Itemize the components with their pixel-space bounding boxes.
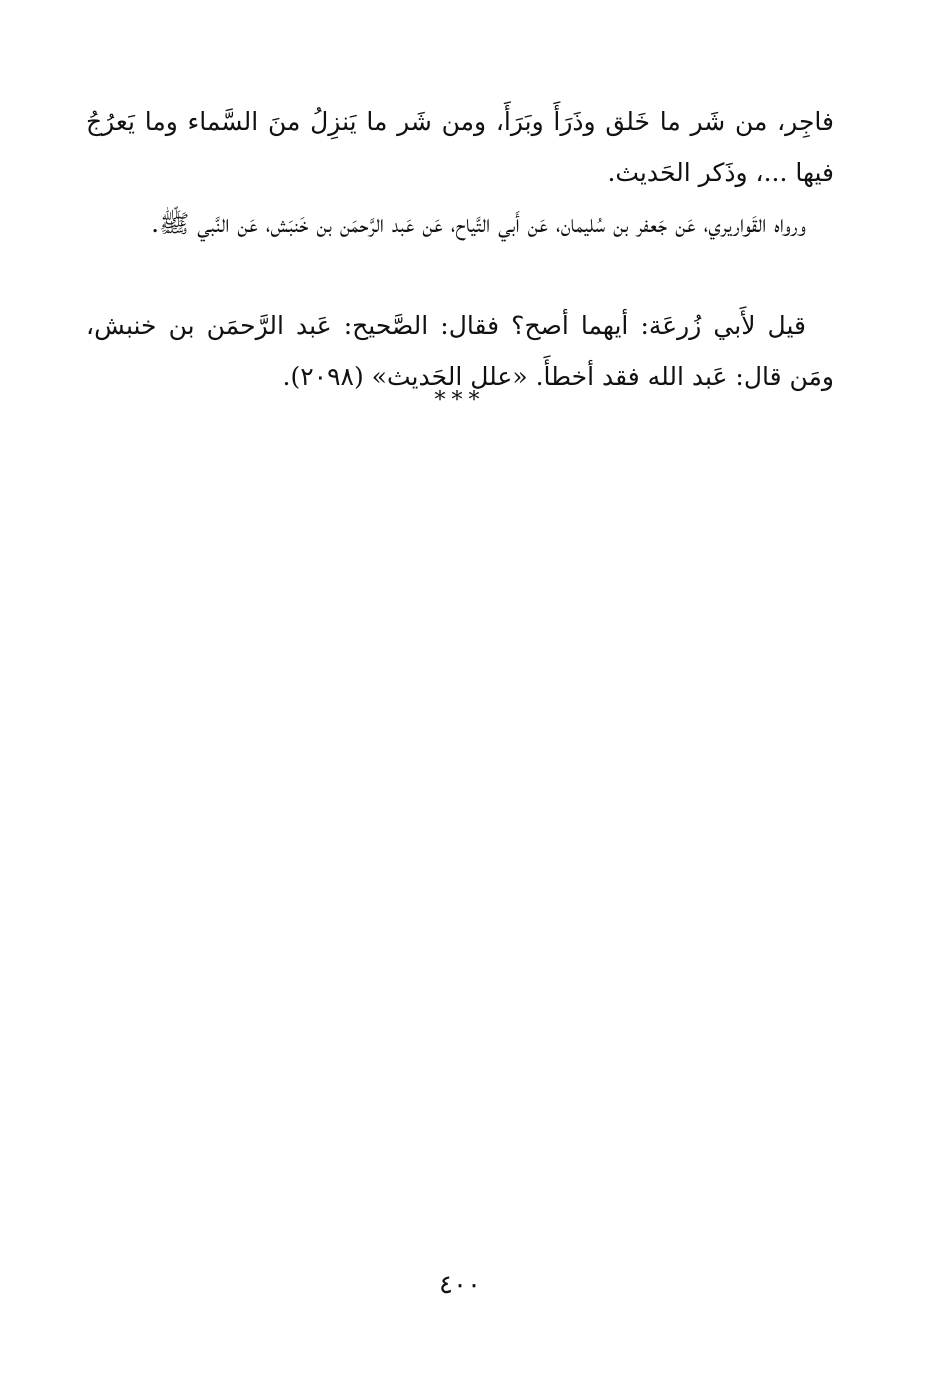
paragraph-hadith-text: فاجِر، من شَر ما خَلق وذَرَأَ وبَرَأَ، ومن شَر ما يَنزِلُ منَ السَّماء وما يَعرُجُ فيها ...، وذَكر الحَديث.: [86, 107, 834, 187]
paragraph-qawariri-narration: ورواه القَواريري، عَن جَعفر بن سُليمان، عَن أَبي التَّياح، عَن عَبد الرَّحمَن بن خَنبَش، عَن النَّبي ﷺ.: [151, 209, 806, 238]
section-separator: ***: [434, 388, 486, 413]
page-number: ٤٠٠: [439, 1270, 481, 1300]
paragraph-abu-zura-ruling: قيل لأَبي زُرعَة: أيهما أصح؟ فقال: الصَّحيح: عَبد الرَّحمَن بن خنبش، ومَن قال: عَبد الله فقد أخطأَ. «علل الحَديث» (٢٠٩٨).: [86, 311, 834, 391]
